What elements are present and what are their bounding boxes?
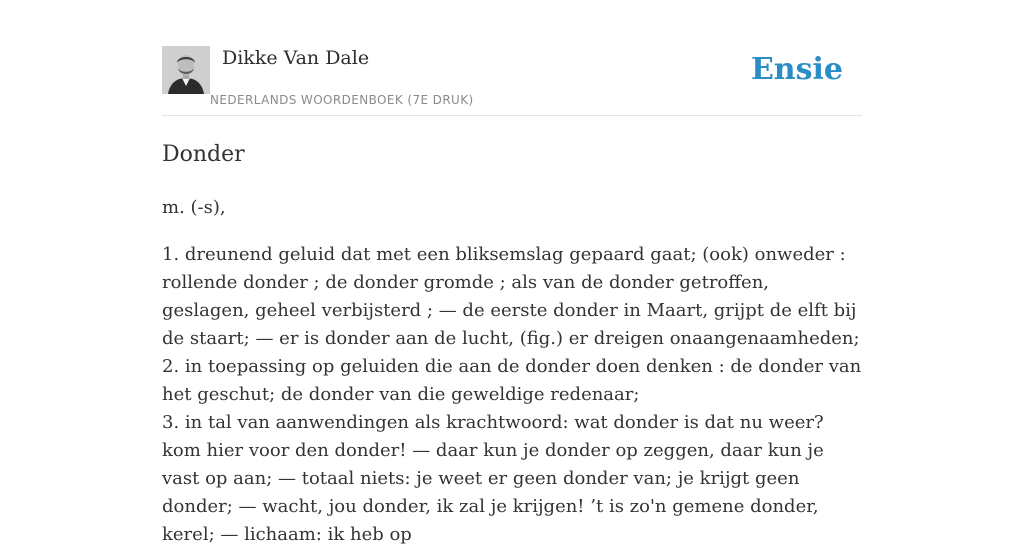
entry-title: Donder (162, 142, 245, 167)
author-name[interactable]: Dikke Van Dale (222, 47, 370, 69)
source-label: NEDERLANDS WOORDENBOEK (7E DRUK) (210, 93, 474, 107)
portrait-icon (162, 46, 210, 94)
definition-list (162, 241, 862, 549)
definition-sense-2: 2. in toepassing op geluiden die aan de donder doen denken : de donder van het geschut; de donder van die geweldige redenaar; (162, 356, 862, 405)
definition-sense-3: 3. in tal van aanwendingen als krachtwoord: wat donder is dat nu weer? kom hier voor den donder! — daar kun je donder op zeggen, daar kun je vast op aan; — totaal niets: je weet er geen donder van; je krijgt geen donder; — wacht, jou donder, ik zal je krijgen! ’t is zo'n gemene donder, kerel; — lichaam: ik heb op (162, 412, 824, 545)
content-container (162, 46, 862, 549)
grammar-info: m. (-s), (162, 197, 226, 218)
definition-sense-1: 1. dreunend geluid dat met een bliksemslag gepaard gaat; (ook) onweder : rollende donder ; de donder gromde ; als van de donder getroffen, geslagen, geheel verbijsterd ; — de eerste donder in Maart, grijpt de elft bij de staart; — er is donder aan de lucht, (fig.) er dreigen onaangenaamheden; (162, 244, 860, 349)
author-avatar[interactable] (162, 46, 210, 94)
header (162, 46, 862, 116)
ensie-logo-link[interactable]: Ensie (750, 52, 843, 87)
